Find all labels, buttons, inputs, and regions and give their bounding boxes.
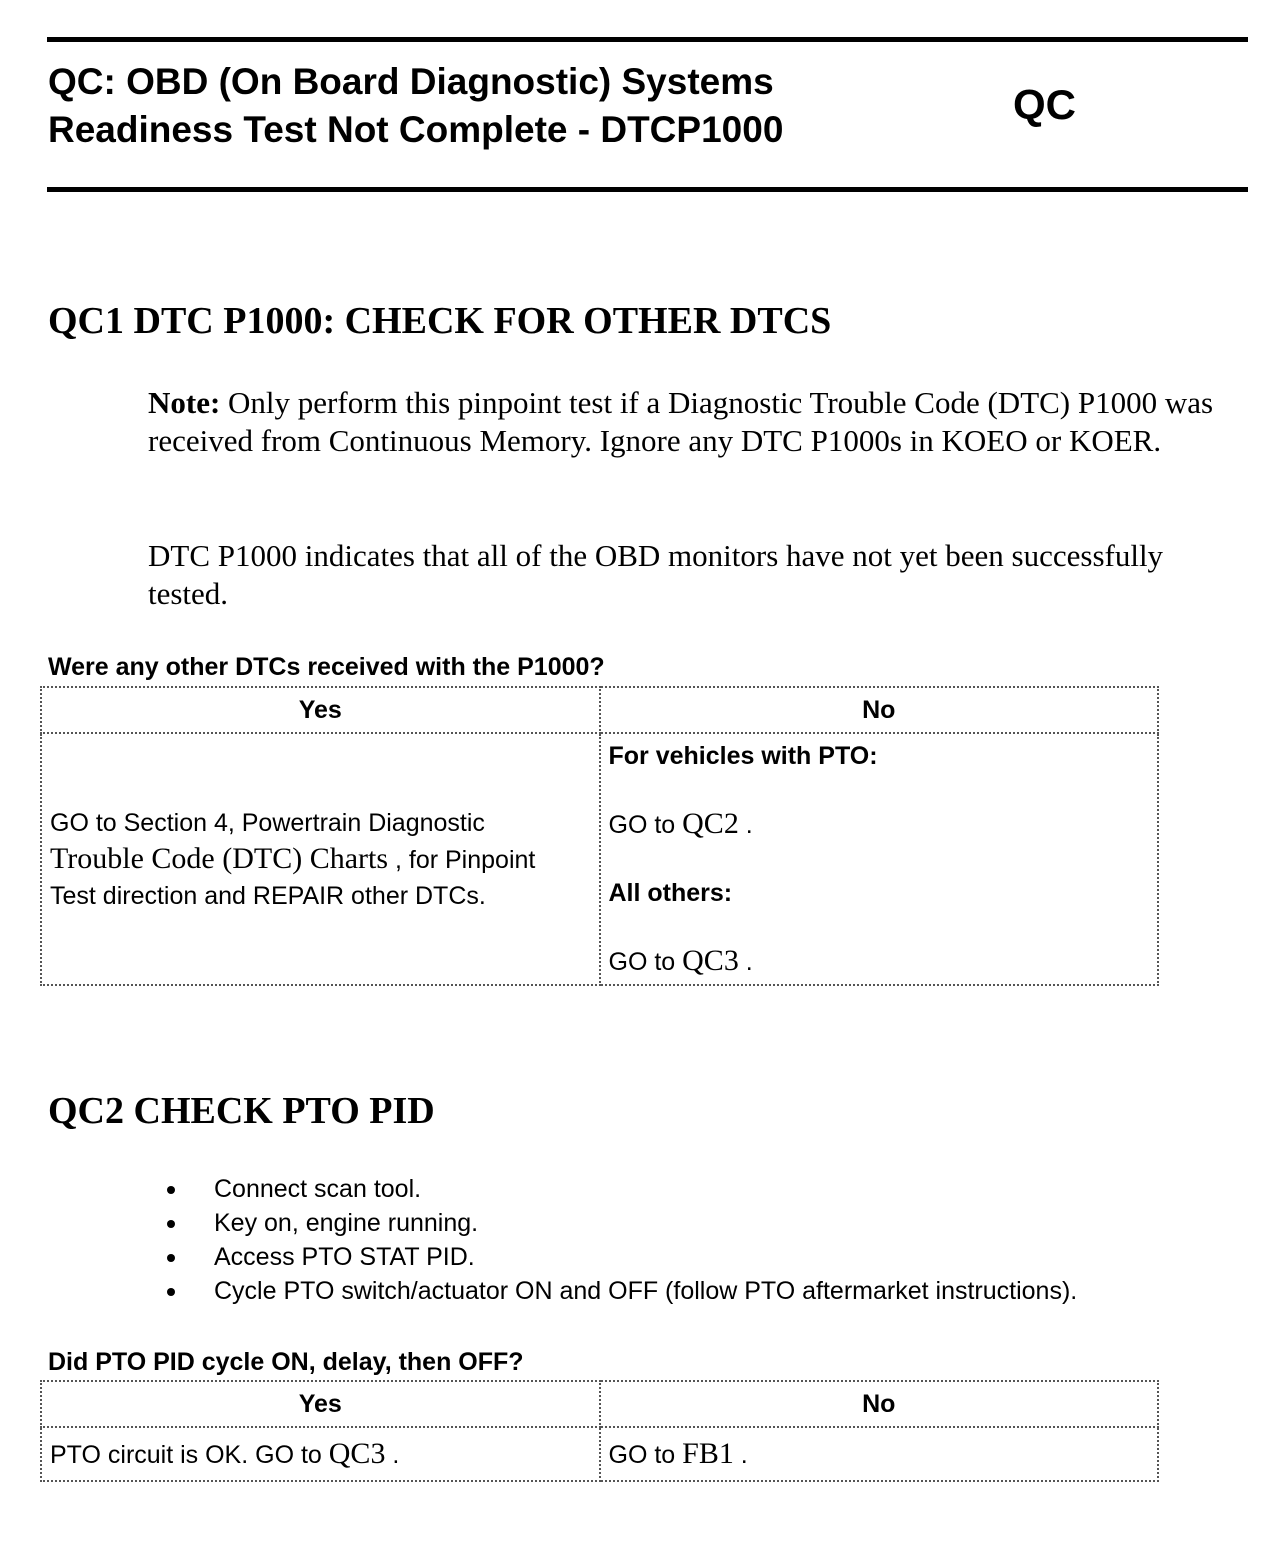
- period: .: [738, 811, 753, 839]
- yes-line-2-suffix: , for Pinpoint: [388, 845, 536, 874]
- info-paragraph: DTC P1000 indicates that all of the OBD monitors have not yet been successfully tested.: [148, 538, 1164, 611]
- bullet-icon: [167, 1254, 175, 1262]
- list-item: [165, 1172, 1077, 1206]
- document-title: [48, 58, 948, 154]
- qc1-heading: QC1 DTC P1000: CHECK FOR OTHER DTCS: [48, 300, 832, 342]
- go-to-text: GO to: [608, 948, 683, 976]
- all-others-label: All others:: [608, 879, 733, 907]
- go-to-text: GO to: [608, 811, 683, 839]
- fb1-link[interactable]: FB1: [682, 1437, 734, 1470]
- qc2-answer-table: [40, 1380, 1159, 1482]
- qc2-step-list: [165, 1172, 1077, 1308]
- table-header-row: [41, 1381, 1158, 1427]
- period: .: [385, 1441, 400, 1469]
- bullet-icon: [167, 1220, 175, 1228]
- bullet-icon: [167, 1288, 175, 1296]
- table-header-row: [41, 687, 1158, 733]
- list-item-text: Access PTO STAT PID.: [214, 1243, 475, 1271]
- list-item-text: Cycle PTO switch/actuator ON and OFF (follow PTO aftermarket instructions).: [214, 1277, 1078, 1305]
- qc3-link[interactable]: QC3: [328, 1437, 386, 1470]
- no-prefix: GO to: [608, 1441, 683, 1469]
- qc2-heading: QC2 CHECK PTO PID: [48, 1090, 435, 1132]
- qc2-yes-cell: [41, 1427, 600, 1481]
- period: .: [738, 948, 753, 976]
- no-header: No: [600, 687, 1159, 733]
- qc1-answer-table: [40, 686, 1159, 986]
- list-item: [165, 1274, 1077, 1308]
- qc3-link[interactable]: QC3: [682, 944, 739, 977]
- period: .: [733, 1441, 748, 1469]
- qc1-no-cell: [600, 733, 1159, 985]
- bottom-rule: [47, 187, 1248, 192]
- yes-line-3: Test direction and REPAIR other DTCs.: [50, 881, 486, 910]
- qc2-link[interactable]: QC2: [682, 807, 739, 840]
- list-item: [165, 1206, 1077, 1240]
- no-header: No: [600, 1381, 1159, 1427]
- table-row: [41, 733, 1158, 985]
- qc2-no-cell: [600, 1427, 1159, 1481]
- qc1-question: Were any other DTCs received with the P1000?: [48, 653, 605, 681]
- table-row: [41, 1427, 1158, 1481]
- note-label: Note:: [148, 385, 221, 420]
- yes-line-2: [50, 841, 591, 878]
- qc2-question: Did PTO PID cycle ON, delay, then OFF?: [48, 1348, 524, 1376]
- dtc-charts-link[interactable]: Trouble Code (DTC) Charts: [50, 841, 389, 875]
- list-item-text: Key on, engine running.: [214, 1209, 479, 1237]
- pto-vehicles-label: For vehicles with PTO:: [608, 742, 878, 770]
- yes-line-1: GO to Section 4, Powertrain Diagnostic: [50, 808, 485, 837]
- others-go-line: [609, 943, 1150, 980]
- qc1-yes-cell: [41, 733, 600, 985]
- section-code: QC: [1013, 81, 1076, 128]
- title-line-2: Readiness Test Not Complete - DTCP1000: [48, 109, 784, 150]
- list-item: [165, 1240, 1077, 1274]
- list-item-text: Connect scan tool.: [214, 1175, 422, 1203]
- yes-header: Yes: [41, 687, 600, 733]
- pto-go-line: [609, 806, 1150, 843]
- top-rule: [47, 37, 1248, 42]
- note-paragraph: [148, 384, 1248, 460]
- bullet-icon: [167, 1186, 175, 1194]
- yes-header: Yes: [41, 1381, 600, 1427]
- title-line-1: QC: OBD (On Board Diagnostic) Systems: [48, 61, 774, 102]
- yes-prefix: PTO circuit is OK. GO to: [50, 1441, 329, 1469]
- note-text: Only perform this pinpoint test if a Diagnostic Trouble Code (DTC) P1000 was received from Continuous Memory. Ignore any DTC P1000s in KOEO or KOER.: [148, 385, 1214, 458]
